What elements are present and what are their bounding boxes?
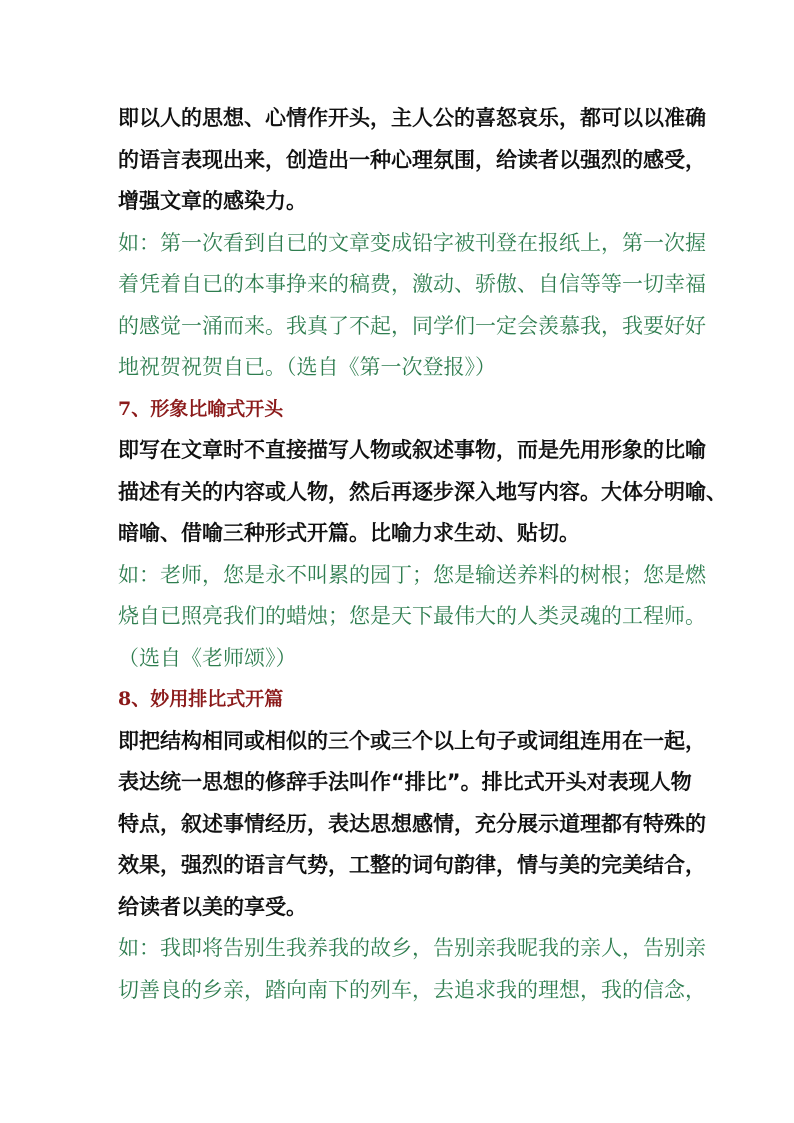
text-line: 即以人的思想、心情作开头，主人公的喜怒哀乐，都可以以准确 [118, 106, 706, 130]
text-line: 暗喻、借喻三种形式开篇。比喻力求生动、贴切。 [118, 521, 580, 545]
example-line: 烧自已照亮我们的蜡烛；您是天下最伟大的人类灵魂的工程师。 [118, 604, 706, 628]
example-line: 如：老师，您是永不叫累的园丁；您是输送养料的树根；您是燃 [118, 562, 706, 587]
document-page [118, 98, 727, 1011]
text-line: 即写在文章时不直接描写人物或叙述事物，而是先用形象的比喻 [118, 438, 706, 462]
text-line: 给读者以美的享受。 [118, 894, 307, 919]
text-line: 增强文章的感染力。 [118, 189, 307, 213]
text-line: 表达统一思想的修辞手法叫作“排比”。排比式开头对表现人物 [118, 770, 692, 794]
metaphor-opening-description [118, 430, 727, 555]
text-line: 效果，强烈的语言气势，工整的词句韵律，情与美的完美结合， [118, 853, 706, 877]
text-line: 即把结构相同或相似的三个或三个以上句子或词组连用在一起， [118, 728, 706, 753]
emotion-opening-description [118, 98, 706, 223]
text-line: 特点，叙述事情经历，表达思想感情，充分展示道理都有特殊的 [118, 811, 706, 836]
section-heading-8: 8、妙用排比式开篇 [118, 688, 284, 710]
example-line: 切善良的乡亲，踏向南下的列车，去追求我的理想，我的信念， [118, 977, 706, 1002]
example-line: 的感觉一涌而来。我真了不起，同学们一定会羡慕我，我要好好 [118, 313, 706, 338]
example-line: 地祝贺祝贺自已。（选自《第一次登报》） [118, 355, 496, 379]
section-heading-7: 7、形象比喻式开头 [118, 397, 284, 420]
text-line: 描述有关的内容或人物，然后再逐步深入地写内容。大体分明喻、 [118, 479, 727, 504]
parallelism-opening-example [118, 928, 706, 1011]
parallelism-opening-description [118, 721, 706, 929]
example-line: 如：我即将告别生我养我的故乡，告别亲我昵我的亲人，告别亲 [118, 936, 706, 960]
example-line: 着凭着自已的本事挣来的稿费，激动、骄傲、自信等等一切幸福 [118, 272, 706, 296]
text-line: 的语言表现出来，创造出一种心理氛围，给读者以强烈的感受， [118, 147, 706, 172]
example-line: （选自《老师颂》） [118, 645, 297, 670]
example-line: 如：第一次看到自已的文章变成铅字被刊登在报纸上，第一次握 [118, 230, 706, 255]
emotion-opening-example [118, 223, 706, 389]
metaphor-opening-example [118, 555, 706, 680]
